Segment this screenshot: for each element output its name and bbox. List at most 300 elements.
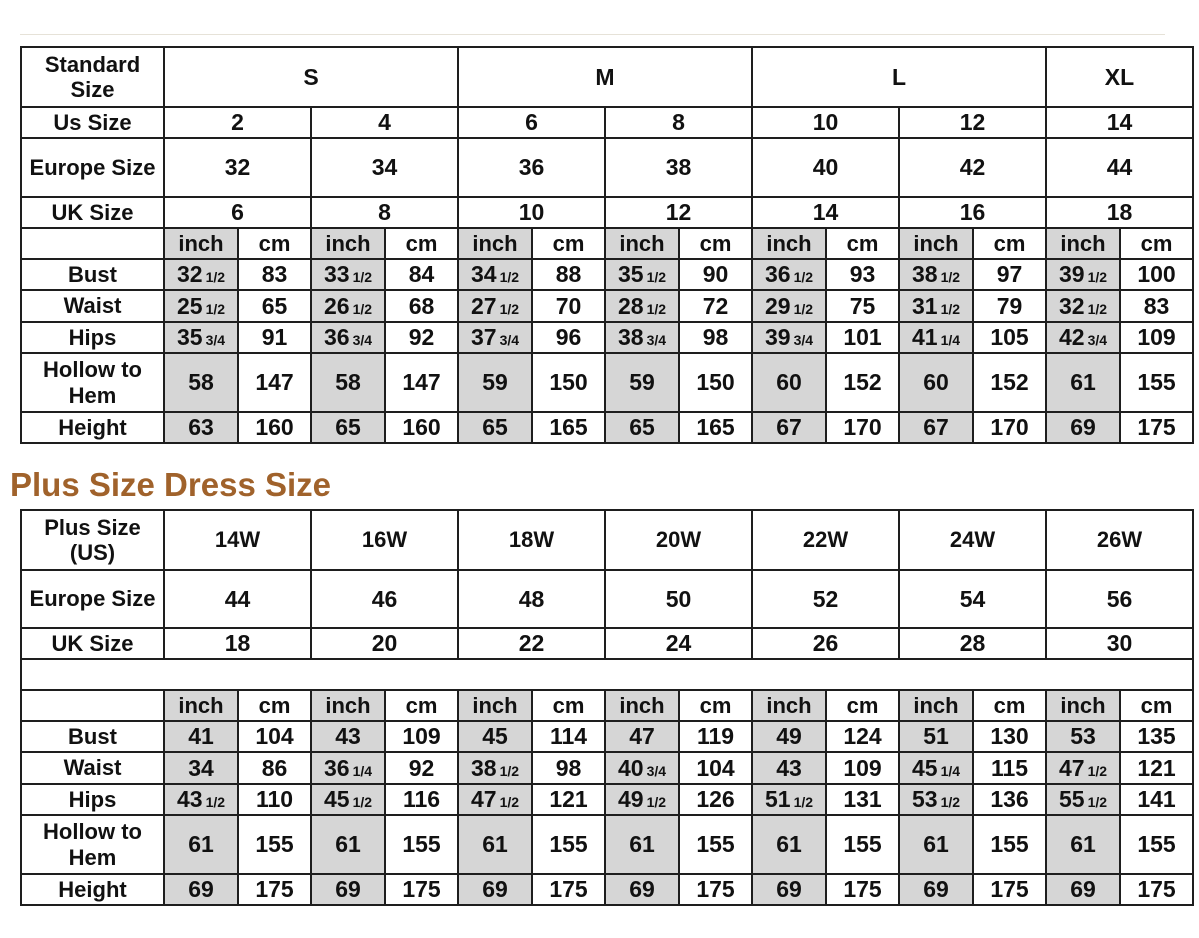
row-label: Hips [21,784,164,815]
cm-header: cm [826,690,899,721]
value-fraction: 1/2 [646,300,667,317]
cm-header: cm [1120,690,1193,721]
cm-value [679,815,752,874]
inch-header: inch [311,690,385,721]
us-size-value: 6 [458,107,605,138]
cm-value [532,752,605,784]
cm-header: cm [385,228,458,259]
value-whole: 119 [696,723,735,749]
europe-size-row [21,570,1193,628]
value-whole: 61 [923,831,949,857]
cm-header: cm [385,690,458,721]
cm-value [238,259,311,290]
inch-value [311,784,385,815]
cm-value [679,752,752,784]
cm-value [973,290,1046,322]
value-fraction: 1/4 [352,762,373,779]
table-row [21,752,1193,784]
value-whole: 98 [555,754,582,781]
cm-value [238,752,311,784]
value-fraction: 1/2 [646,269,667,285]
plus-size-value: 22W [752,510,899,570]
value-whole: 69 [923,876,949,902]
cm-value [679,874,752,905]
value-whole: 69 [1070,876,1096,902]
europe-size-value: 40 [752,138,899,197]
value-fraction: 1/2 [499,300,520,317]
value-whole: 65 [482,414,508,440]
inch-value [605,322,679,353]
value-whole: 31 [911,292,938,319]
uk-size-value: 14 [752,197,899,228]
value-whole: 69 [188,876,214,902]
cm-value [238,874,311,905]
value-fraction: 1/2 [499,794,520,810]
value-whole: 175 [549,876,588,902]
inch-value [752,259,826,290]
size-group: XL [1046,47,1193,107]
inch-value [458,815,532,874]
uk-size-value: 18 [164,628,311,659]
value-whole: 116 [402,786,441,812]
row-label: Waist [21,752,164,784]
uk-size-value: 28 [899,628,1046,659]
inch-value [899,412,973,443]
inch-value [752,353,826,412]
value-whole: 155 [696,831,735,857]
value-whole: 43 [335,723,361,749]
value-fraction: 1/2 [940,794,961,810]
value-whole: 69 [335,876,361,902]
value-whole: 79 [996,292,1023,319]
value-whole: 67 [776,414,802,440]
value-fraction: 3/4 [499,332,520,348]
value-whole: 61 [1070,369,1096,395]
cm-value [238,412,311,443]
inch-value [605,874,679,905]
value-whole: 58 [335,369,361,395]
value-whole: 33 [323,261,350,287]
cm-header: cm [973,228,1046,259]
inch-value [164,259,238,290]
europe-size-label: Europe Size [21,138,164,197]
value-whole: 160 [402,414,441,440]
inch-value [458,322,532,353]
value-whole: 39 [764,324,791,350]
europe-size-value: 38 [605,138,752,197]
blank-cell [21,228,164,259]
inch-value [164,721,238,752]
uk-size-value: 20 [311,628,458,659]
inch-value [311,874,385,905]
value-fraction: 1/2 [793,300,814,317]
value-whole: 175 [1137,876,1176,902]
uk-size-label: UK Size [21,628,164,659]
europe-size-value: 48 [458,570,605,628]
value-whole: 155 [549,831,588,857]
inch-value [605,815,679,874]
cm-value [973,752,1046,784]
inch-header: inch [605,228,679,259]
plus-size-value: 16W [311,510,458,570]
value-fraction: 3/4 [205,332,226,348]
inch-header: inch [458,690,532,721]
inch-value [605,752,679,784]
value-whole: 96 [555,324,582,350]
row-label: Hips [21,322,164,353]
europe-size-value: 44 [164,570,311,628]
uk-size-row [21,628,1193,659]
value-whole: 25 [176,292,203,319]
cm-value [385,784,458,815]
inch-value [899,815,973,874]
us-size-value: 12 [899,107,1046,138]
uk-size-label: UK Size [21,197,164,228]
inch-value [458,721,532,752]
inch-value [1046,290,1120,322]
value-whole: 36 [764,261,791,287]
europe-size-value: 56 [1046,570,1193,628]
value-whole: 27 [470,292,497,319]
table-row [21,784,1193,815]
us-size-label: Us Size [21,107,164,138]
value-whole: 39 [1058,261,1085,287]
cm-value [973,784,1046,815]
value-whole: 59 [482,369,508,395]
cm-value [826,322,899,353]
value-whole: 61 [776,831,802,857]
inch-value [164,752,238,784]
value-whole: 36 [323,324,350,350]
value-fraction: 1/2 [205,300,226,317]
europe-size-value: 36 [458,138,605,197]
value-fraction: 1/2 [205,794,226,810]
cm-header: cm [1120,228,1193,259]
value-whole: 58 [188,369,214,395]
value-fraction: 1/2 [1087,269,1108,285]
cm-value [238,721,311,752]
value-fraction: 1/2 [352,300,373,317]
value-whole: 165 [696,414,735,440]
inch-value [899,874,973,905]
cm-value [385,752,458,784]
inch-value [458,784,532,815]
inch-value [752,784,826,815]
plus-size-title: Plus Size Dress Size [10,466,331,503]
cm-value [826,412,899,443]
uk-size-value: 26 [752,628,899,659]
value-whole: 152 [843,369,882,395]
size-group: L [752,47,1046,107]
us-size-row [21,107,1193,138]
row-label: Hollow to Hem [21,353,164,412]
value-fraction: 1/2 [499,762,520,779]
value-whole: 72 [702,292,729,319]
cm-value [826,874,899,905]
unit-header-row [21,228,1193,259]
cm-value [679,721,752,752]
inch-value [605,259,679,290]
value-fraction: 1/2 [1087,762,1108,779]
inch-value [899,721,973,752]
value-whole: 170 [843,414,882,440]
value-whole: 65 [629,414,655,440]
cm-value [1120,784,1193,815]
value-whole: 32 [1058,292,1085,319]
inch-value [311,815,385,874]
inch-value [164,784,238,815]
us-size-value: 2 [164,107,311,138]
value-whole: 55 [1058,786,1085,812]
value-whole: 51 [764,786,791,812]
uk-size-value: 10 [458,197,605,228]
inch-value [605,290,679,322]
cm-value [973,259,1046,290]
inch-value [1046,353,1120,412]
value-fraction: 1/4 [940,332,961,348]
inch-value [899,784,973,815]
inch-value [605,721,679,752]
value-whole: 53 [911,786,938,812]
inch-value [899,353,973,412]
value-whole: 35 [176,324,203,350]
plus-size-label: Plus Size (US) [21,510,164,570]
value-whole: 60 [776,369,802,395]
value-whole: 47 [629,723,655,749]
cm-header: cm [238,690,311,721]
value-whole: 175 [402,876,441,902]
us-size-value: 10 [752,107,899,138]
value-whole: 45 [482,723,508,749]
uk-size-value: 22 [458,628,605,659]
table-row [21,721,1193,752]
value-whole: 32 [176,261,203,287]
inch-value [164,874,238,905]
inch-value [311,322,385,353]
inch-value [1046,412,1120,443]
value-whole: 34 [470,261,497,287]
cm-value [238,815,311,874]
inch-value [605,412,679,443]
value-whole: 67 [923,414,949,440]
value-fraction: 3/4 [352,332,373,348]
inch-value [164,412,238,443]
value-whole: 155 [402,831,441,857]
cm-value [679,322,752,353]
inch-value [752,290,826,322]
value-whole: 109 [402,723,441,749]
value-whole: 165 [549,414,588,440]
value-whole: 88 [555,261,582,287]
europe-size-row [21,138,1193,197]
spacer-cell [21,659,1193,690]
inch-value [164,815,238,874]
value-whole: 90 [702,261,729,287]
value-whole: 150 [696,369,735,395]
standard-size-label: Standard Size [21,47,164,107]
value-whole: 38 [911,261,938,287]
cm-value [1120,815,1193,874]
value-whole: 36 [323,754,350,781]
cm-header: cm [973,690,1046,721]
cm-value [385,290,458,322]
inch-value [311,290,385,322]
us-size-value: 14 [1046,107,1193,138]
value-whole: 41 [911,324,938,350]
value-whole: 91 [261,324,288,350]
value-whole: 42 [1058,324,1085,350]
europe-size-value: 34 [311,138,458,197]
table-row [21,259,1193,290]
table-row [21,290,1193,322]
value-whole: 84 [408,261,435,287]
cm-header: cm [826,228,899,259]
value-whole: 38 [617,324,644,350]
cm-value [532,815,605,874]
row-label: Waist [21,290,164,322]
table-row [21,322,1193,353]
cm-value [1120,874,1193,905]
value-fraction: 1/2 [940,300,961,317]
inch-value [605,353,679,412]
inch-value [1046,721,1120,752]
us-size-value: 4 [311,107,458,138]
cm-value [238,322,311,353]
cm-value [385,874,458,905]
value-fraction: 1/2 [352,269,373,285]
value-fraction: 3/4 [1087,332,1108,348]
value-whole: 175 [255,876,294,902]
value-whole: 175 [843,876,882,902]
value-whole: 43 [776,754,802,781]
uk-size-value: 12 [605,197,752,228]
cm-value [826,353,899,412]
value-whole: 65 [261,292,288,319]
cm-value [973,874,1046,905]
value-fraction: 1/2 [646,794,667,810]
value-whole: 109 [843,754,882,781]
value-whole: 69 [629,876,655,902]
value-fraction: 1/2 [940,269,961,285]
cm-value [532,784,605,815]
plus-size-table [20,509,1194,906]
value-fraction: 1/2 [1087,300,1108,317]
inch-value [311,353,385,412]
inch-value [899,259,973,290]
value-whole: 59 [629,369,655,395]
cm-value [238,290,311,322]
uk-size-row [21,197,1193,228]
cm-value [826,259,899,290]
value-whole: 155 [255,831,294,857]
inch-value [1046,752,1120,784]
europe-size-value: 44 [1046,138,1193,197]
value-whole: 61 [188,831,214,857]
value-whole: 70 [555,292,582,319]
value-whole: 121 [549,786,588,812]
cm-value [385,353,458,412]
inch-value [311,752,385,784]
inch-value [458,412,532,443]
value-whole: 105 [990,324,1029,350]
cm-value [385,412,458,443]
value-fraction: 3/4 [793,332,814,348]
value-whole: 45 [323,786,350,812]
value-whole: 35 [617,261,644,287]
value-whole: 152 [990,369,1029,395]
cm-value [385,322,458,353]
cm-value [1120,259,1193,290]
uk-size-value: 30 [1046,628,1193,659]
europe-size-value: 46 [311,570,458,628]
inch-value [752,412,826,443]
value-whole: 43 [176,786,203,812]
cm-value [826,784,899,815]
value-whole: 147 [255,369,294,395]
value-whole: 155 [990,831,1029,857]
europe-size-label: Europe Size [21,570,164,628]
us-size-value: 8 [605,107,752,138]
cm-value [385,259,458,290]
europe-size-value: 50 [605,570,752,628]
inch-header: inch [752,690,826,721]
inch-header: inch [311,228,385,259]
value-whole: 136 [990,786,1029,812]
value-whole: 51 [923,723,949,749]
cm-value [532,322,605,353]
inch-value [899,752,973,784]
value-whole: 109 [1137,324,1176,350]
cm-value [532,290,605,322]
cm-value [1120,322,1193,353]
value-whole: 101 [843,324,882,350]
cm-value [1120,353,1193,412]
value-whole: 121 [1137,754,1176,781]
value-whole: 150 [549,369,588,395]
europe-size-value: 42 [899,138,1046,197]
inch-value [752,322,826,353]
inch-value [1046,322,1120,353]
value-whole: 47 [1058,754,1085,781]
value-whole: 61 [629,831,655,857]
inch-value [1046,259,1120,290]
value-whole: 135 [1137,723,1176,749]
value-whole: 155 [843,831,882,857]
plus-size-row [21,510,1193,570]
cm-value [1120,412,1193,443]
inch-value [311,721,385,752]
value-whole: 75 [849,292,876,319]
inch-value [752,874,826,905]
inch-header: inch [164,228,238,259]
value-whole: 100 [1137,261,1176,287]
value-whole: 49 [617,786,644,812]
table-row [21,353,1193,412]
value-whole: 29 [764,292,791,319]
cm-header: cm [238,228,311,259]
table-row [21,412,1193,443]
value-whole: 130 [990,723,1029,749]
value-fraction: 3/4 [646,762,667,779]
uk-size-value: 6 [164,197,311,228]
value-whole: 86 [261,754,288,781]
cm-header: cm [679,690,752,721]
inch-value [311,259,385,290]
cm-value [532,721,605,752]
value-whole: 65 [335,414,361,440]
value-whole: 68 [408,292,435,319]
row-label: Height [21,874,164,905]
